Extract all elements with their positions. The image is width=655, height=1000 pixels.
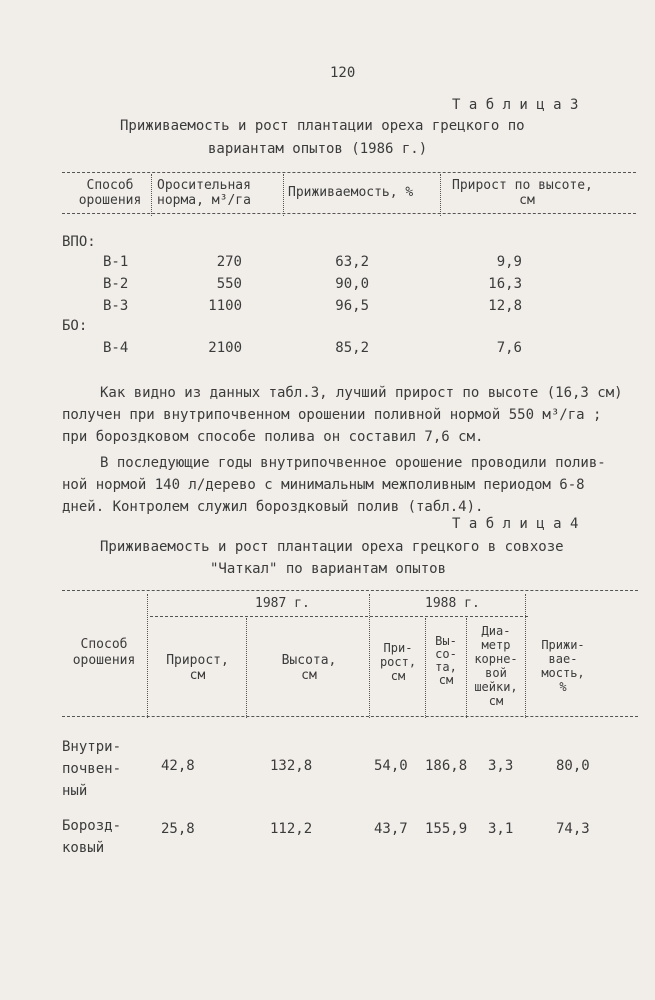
t4-row-method: Внутри-	[62, 739, 122, 755]
t3-header-growth: см	[519, 193, 535, 208]
paragraph-line: ной нормой 140 л/дерево с минимальным межполивным периодом 6-8	[62, 477, 585, 493]
t4-header-growth88: см	[390, 669, 406, 683]
t4-header-height88: см	[438, 673, 454, 687]
paragraph-line: при бороздковом способе полива он составил 7,6 см.	[62, 429, 484, 445]
t4-row-method: почвен-	[62, 761, 122, 777]
t4-header-method: Способ	[80, 637, 128, 652]
t4-header-height87: см	[301, 668, 317, 683]
t4-height87: 132,8	[270, 758, 313, 774]
t3-variant: В-2	[103, 276, 129, 292]
paragraph-line: В последующие годы внутрипочвенное орошение проводили полив-	[100, 455, 606, 471]
t4-row-method: ный	[62, 783, 88, 799]
paragraph-line: получен при внутрипочвенном орошении поливной нормой 550 м³/га ;	[62, 407, 602, 423]
table4-col-divider	[147, 594, 148, 718]
table4-top-rule	[62, 590, 638, 591]
t3-header-method: Способ	[86, 178, 134, 193]
t4-height87: 112,2	[270, 821, 313, 837]
t3-variant: В-3	[103, 298, 129, 314]
t4-survival: 74,3	[556, 821, 590, 837]
t3-header-growth: Прирост по высоте,	[452, 178, 593, 193]
paragraph-line: дней. Контролем служил бороздковый полив (табл.4).	[62, 499, 484, 515]
t4-header-survival: %	[559, 680, 567, 694]
page-number: 120	[330, 65, 356, 81]
t4-header-survival: мость,	[541, 666, 585, 680]
t4-row-method: Борозд-	[62, 818, 122, 834]
t3-growth: 9,9	[496, 254, 522, 270]
table3-header-rule	[62, 213, 636, 214]
t3-variant: В-1	[103, 254, 129, 270]
t3-survival: 90,0	[335, 276, 369, 292]
table3-col-divider	[283, 174, 284, 216]
table4-year-rule	[150, 616, 528, 617]
t3-survival: 85,2	[335, 340, 369, 356]
table3-top-rule	[62, 172, 636, 173]
t4-header-diameter: см	[488, 694, 504, 708]
t4-header-diameter: Диа-	[481, 624, 511, 638]
t4-header-growth87: Прирост,	[166, 653, 229, 668]
t4-growth87: 25,8	[161, 821, 195, 837]
t4-header-diameter: вой	[485, 666, 507, 680]
t3-group-name: ВПО:	[62, 234, 96, 250]
t4-header-height88: со-	[435, 647, 457, 661]
t3-survival: 63,2	[335, 254, 369, 270]
t4-header-method: орошения	[72, 653, 136, 668]
table3-title-line2: вариантам опытов (1986 г.)	[208, 141, 428, 157]
t3-growth: 12,8	[488, 298, 522, 314]
table3-col-divider	[151, 174, 152, 216]
t4-header-year-1988: 1988 г.	[425, 596, 480, 611]
t4-growth87: 42,8	[161, 758, 195, 774]
t4-header-diameter: шейки,	[474, 680, 518, 694]
t4-header-growth88: При-	[383, 641, 413, 655]
t3-header-norm: норма, м³/га	[157, 193, 251, 208]
t4-diameter: 3,3	[488, 758, 514, 774]
t4-diameter: 3,1	[488, 821, 514, 837]
t3-growth: 16,3	[488, 276, 522, 292]
t4-header-year-1987: 1987 г.	[255, 596, 310, 611]
table4-col-divider	[425, 618, 426, 718]
t3-header-method: орошения	[78, 193, 142, 208]
t4-header-diameter: корне-	[474, 652, 518, 666]
t4-growth88: 54,0	[374, 758, 408, 774]
t4-height88: 155,9	[425, 821, 468, 837]
table3-caption-label: Т а б л и ц а 3	[452, 97, 579, 113]
t3-growth: 7,6	[496, 340, 522, 356]
paragraph-line: Как видно из данных табл.3, лучший прирост по высоте (16,3 см)	[100, 385, 623, 401]
table4-col-divider	[525, 594, 526, 718]
t3-header-norm: Оросительная	[157, 178, 251, 193]
t3-survival: 96,5	[335, 298, 369, 314]
table4-col-divider	[369, 594, 370, 718]
t4-growth88: 43,7	[374, 821, 408, 837]
t4-header-survival: вае-	[548, 652, 578, 666]
table4-header-rule	[62, 716, 638, 717]
table3-col-divider	[440, 174, 441, 216]
t4-header-growth87: см	[189, 668, 206, 683]
t3-group-name: БО:	[62, 318, 88, 334]
t4-row-method: ковый	[62, 840, 105, 856]
t4-header-height88: та,	[435, 660, 457, 674]
t3-variant: В-4	[103, 340, 129, 356]
t4-header-growth88: рост,	[379, 655, 417, 669]
t4-header-height87: Высота,	[281, 653, 337, 668]
t3-norm: 270	[216, 254, 242, 270]
t4-header-survival: Прижи-	[541, 638, 585, 652]
t4-header-height88: Вы-	[435, 634, 457, 648]
t3-norm: 1100	[208, 298, 242, 314]
table4-caption-label: Т а б л и ц а 4	[452, 516, 579, 532]
table4-col-divider	[246, 618, 247, 718]
t3-norm: 550	[216, 276, 242, 292]
table3-title-line1: Приживаемость и рост плантации ореха грецкого по	[120, 118, 525, 134]
table4-title-line1: Приживаемость и рост плантации ореха грецкого в совхозе	[100, 539, 564, 555]
t3-norm: 2100	[208, 340, 242, 356]
paragraph-1	[62, 382, 632, 448]
t4-survival: 80,0	[556, 758, 590, 774]
t4-height88: 186,8	[425, 758, 468, 774]
t3-header-survival: Приживаемость, %	[288, 185, 414, 200]
table4-title-line2: "Чаткал" по вариантам опытов	[210, 561, 447, 577]
paragraph-2	[62, 452, 632, 518]
t4-header-diameter: метр	[481, 638, 511, 652]
